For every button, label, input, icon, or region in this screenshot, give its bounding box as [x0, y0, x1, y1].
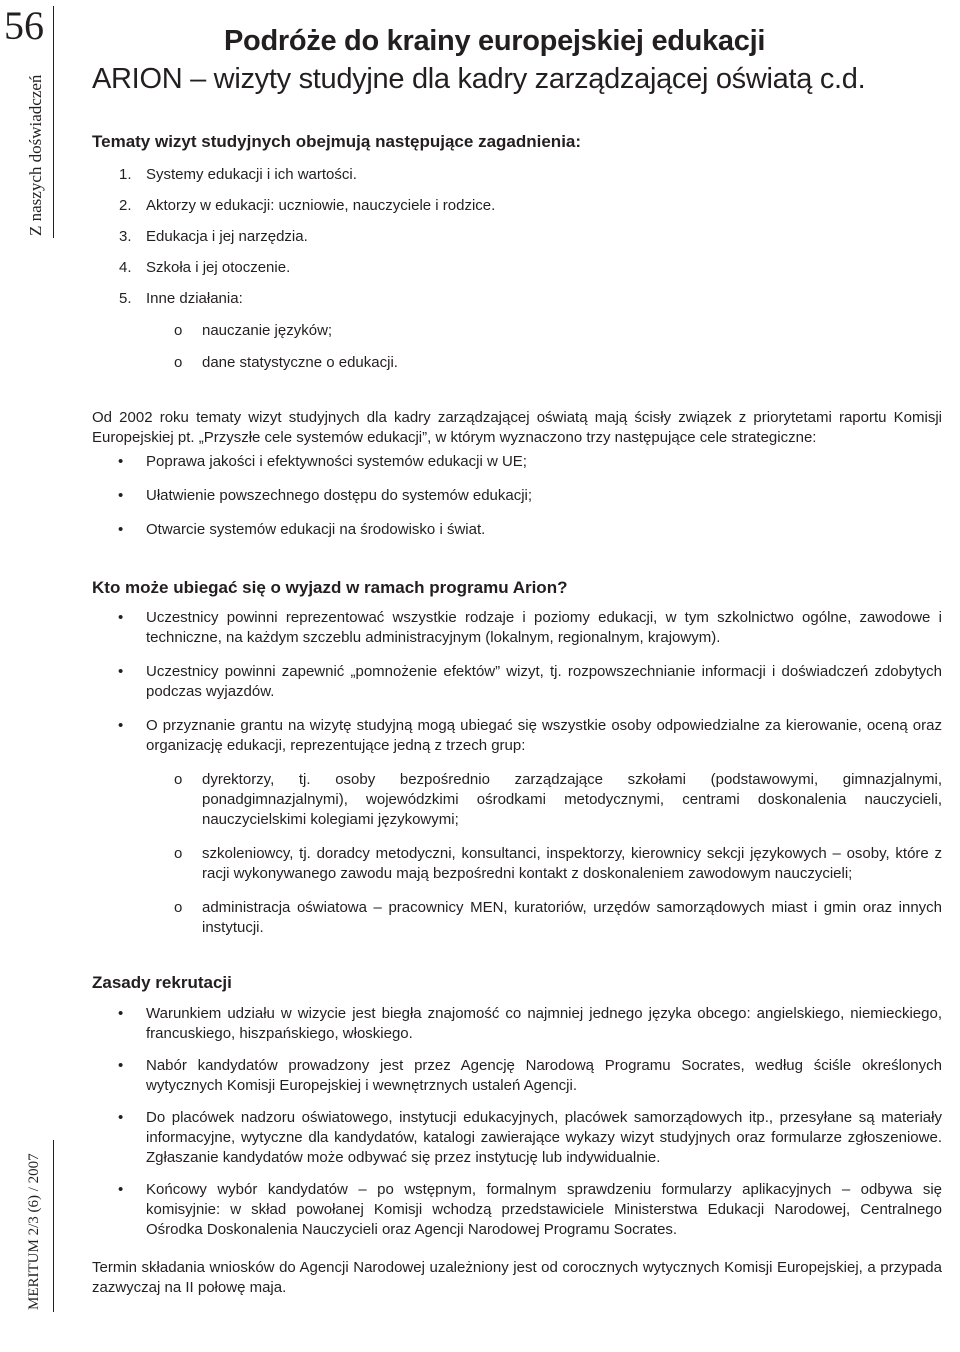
- topics-list: [92, 165, 942, 309]
- bullet-icon: •: [118, 663, 124, 680]
- item-text: Edukacja i jej narzędzia.: [146, 228, 308, 245]
- eligible-groups-list: [92, 770, 942, 938]
- topics-section: [92, 130, 942, 373]
- item-text: Otwarcie systemów edukacji na środowisko i świat.: [146, 521, 486, 538]
- list-item: [92, 227, 942, 247]
- item-text: Uczestnicy powinni zapewnić „pomnożenie efektów” wizyt, tj. rozpowszechnianie informacji i doświadczeń zdobytych podczas wyjazdów.: [146, 663, 942, 700]
- item-text: Uczestnicy powinni reprezentować wszystkie rodzaje i poziomy edukacji, w tym szkolnictwo ogólne, zawodowe i techniczne, na każdym szczeblu administracyjnym (lokalnym, regionalnym, krajowym).: [146, 609, 942, 646]
- item-text: Końcowy wybór kandydatów – po wstępnym, formalnym sprawdzeniu formularzy aplikacyjnych – odbywa się komisyjnie: w skład powołanej Komisji wchodzą przedstawiciele Ministerstwa Edukacji Narodowej, Centralnego Ośrodka Doskonalenia Nauczycieli oraz Agencji Narodowej Programu Socrates.: [146, 1181, 942, 1238]
- list-item: [92, 353, 942, 373]
- list-item: [92, 486, 942, 506]
- recruitment-section: [92, 971, 942, 1240]
- recruitment-list: [92, 1004, 942, 1240]
- item-text: Ułatwienie powszechnego dostępu do systemów edukacji;: [146, 487, 533, 504]
- circle-bullet-icon: o: [174, 771, 183, 788]
- item-text: Nabór kandydatów prowadzony jest przez Agencję Narodową Programu Socrates, według ściśle określonych wytycznych Komisji Europejskiej i wewnętrznych ustaleń Agencji.: [146, 1057, 942, 1094]
- other-activities-list: [92, 321, 942, 373]
- since-2002-section: [92, 408, 942, 540]
- item-text: Systemy edukacji i ich wartości.: [146, 166, 357, 183]
- section-label: Z naszych doświadczeń: [26, 74, 45, 236]
- circle-bullet-icon: o: [174, 322, 183, 339]
- eligibility-section: [92, 576, 942, 938]
- list-item: [92, 1056, 942, 1096]
- eligibility-list: [92, 608, 942, 756]
- item-text: nauczanie języków;: [202, 322, 333, 339]
- list-item: [92, 844, 942, 884]
- bullet-icon: •: [118, 717, 124, 734]
- eligibility-heading: Kto może ubiegać się o wyjazd w ramach programu Arion?: [92, 578, 568, 597]
- bullet-icon: •: [118, 1057, 124, 1074]
- circle-bullet-icon: o: [174, 899, 183, 916]
- list-item: [92, 716, 942, 756]
- list-item: [92, 608, 942, 648]
- list-item: [92, 289, 942, 309]
- list-item: [92, 662, 942, 702]
- bullet-icon: •: [118, 487, 124, 504]
- list-item: [92, 898, 942, 938]
- bullet-icon: •: [118, 609, 124, 626]
- strategic-goals-list: [92, 452, 942, 540]
- bullet-icon: •: [118, 1109, 124, 1126]
- item-text: Do placówek nadzoru oświatowego, instytucji edukacyjnych, placówek samorządowych itp., przesyłane są materiały informacyjne, wytyczne dla kandydatów, katalogi zawierające wykazy wizyt studyjnych oraz formularze zgłoszeniowe. Zgłaszanie kandydatów może odbywać się przez instytucję lub indywidualnie.: [146, 1109, 942, 1166]
- article-title: Podróże do krainy europejskiej edukacji: [224, 25, 766, 57]
- item-text: Inne działania:: [146, 290, 243, 307]
- item-text: O przyznanie grantu na wizytę studyjną mogą ubiegać się wszystkie osoby odpowiedzialne za kierowanie, oceną oraz organizację edukacji, reprezentujące jedną z trzech grup:: [146, 717, 942, 754]
- item-text: dane statystyczne o edukacji.: [202, 354, 398, 371]
- bullet-icon: •: [118, 1005, 124, 1022]
- item-text: administracja oświatowa – pracownicy MEN, kuratoriów, urzędów samorządowych miast i gmin oraz innych instytucji.: [202, 899, 942, 936]
- item-number: 3.: [119, 228, 132, 245]
- list-item: [92, 321, 942, 341]
- list-item: [92, 1004, 942, 1044]
- item-number: 1.: [119, 166, 132, 183]
- sidebar-rule-top: [53, 6, 54, 238]
- circle-bullet-icon: o: [174, 845, 183, 862]
- item-text: dyrektorzy, tj. osoby bezpośrednio zarządzające szkołami (podstawowymi, gimnazjalnymi, ponadgimnazjalnymi), wojewódzkimi ośrodkami metodycznymi, centrami doskonalenia nauczycieli, nauczycielskimi kolegiami językowymi;: [202, 771, 942, 828]
- item-text: Poprawa jakości i efektywności systemów edukacji w UE;: [146, 453, 527, 470]
- item-text: Warunkiem udziału w wizycie jest biegła znajomość co najmniej jednego języka obcego: angielskiego, niemieckiego, francuskiego, hiszpańskiego, włoskiego.: [146, 1005, 942, 1042]
- list-item: [92, 196, 942, 216]
- topics-heading: Tematy wizyt studyjnych obejmują następujące zagadnienia:: [92, 132, 582, 151]
- item-number: 5.: [119, 290, 132, 307]
- item-number: 2.: [119, 197, 132, 214]
- article: [92, 22, 942, 1298]
- item-text: szkoleniowcy, tj. doradcy metodyczni, konsultanci, inspektorzy, kierownicy sekcji językowych – osoby, które z racji wykonywanego zawodu mają bezpośredni kontakt z doskonaleniem zawodowym nauczycieli;: [202, 845, 942, 882]
- since-2002-paragraph: Od 2002 roku tematy wizyt studyjnych dla kadry zarządzającej oświatą mają ścisły związek z priorytetami raportu Komisji Europejskiej pt. „Przyszłe cele systemów edukacji”, w którym wyznaczono trzy następujące cele strategiczne:: [92, 409, 942, 446]
- list-item: [92, 258, 942, 278]
- list-item: [92, 520, 942, 540]
- article-subtitle: ARION – wizyty studyjne dla kadry zarządzającej oświatą c.d.: [92, 63, 866, 95]
- recruitment-heading: Zasady rekrutacji: [92, 973, 232, 992]
- item-number: 4.: [119, 259, 132, 276]
- bullet-icon: •: [118, 521, 124, 538]
- circle-bullet-icon: o: [174, 354, 183, 371]
- list-item: [92, 452, 942, 472]
- sidebar-rule-bottom: [53, 1140, 54, 1312]
- closing-paragraph: Termin składania wniosków do Agencji Narodowej uzależniony jest od corocznych wytycznych Komisji Europejskiej, a przypada zazwyczaj na II połowę maja.: [92, 1259, 942, 1296]
- list-item: [92, 1108, 942, 1168]
- list-item: [92, 165, 942, 185]
- page-sidebar: [0, 0, 84, 1352]
- journal-label: MERITUM 2/3 (6) / 2007: [26, 1153, 42, 1310]
- item-text: Aktorzy w edukacji: uczniowie, nauczyciele i rodzice.: [146, 197, 496, 214]
- bullet-icon: •: [118, 453, 124, 470]
- list-item: [92, 770, 942, 830]
- list-item: [92, 1180, 942, 1240]
- bullet-icon: •: [118, 1181, 124, 1198]
- item-text: Szkoła i jej otoczenie.: [146, 259, 291, 276]
- page-number: 56: [4, 3, 44, 48]
